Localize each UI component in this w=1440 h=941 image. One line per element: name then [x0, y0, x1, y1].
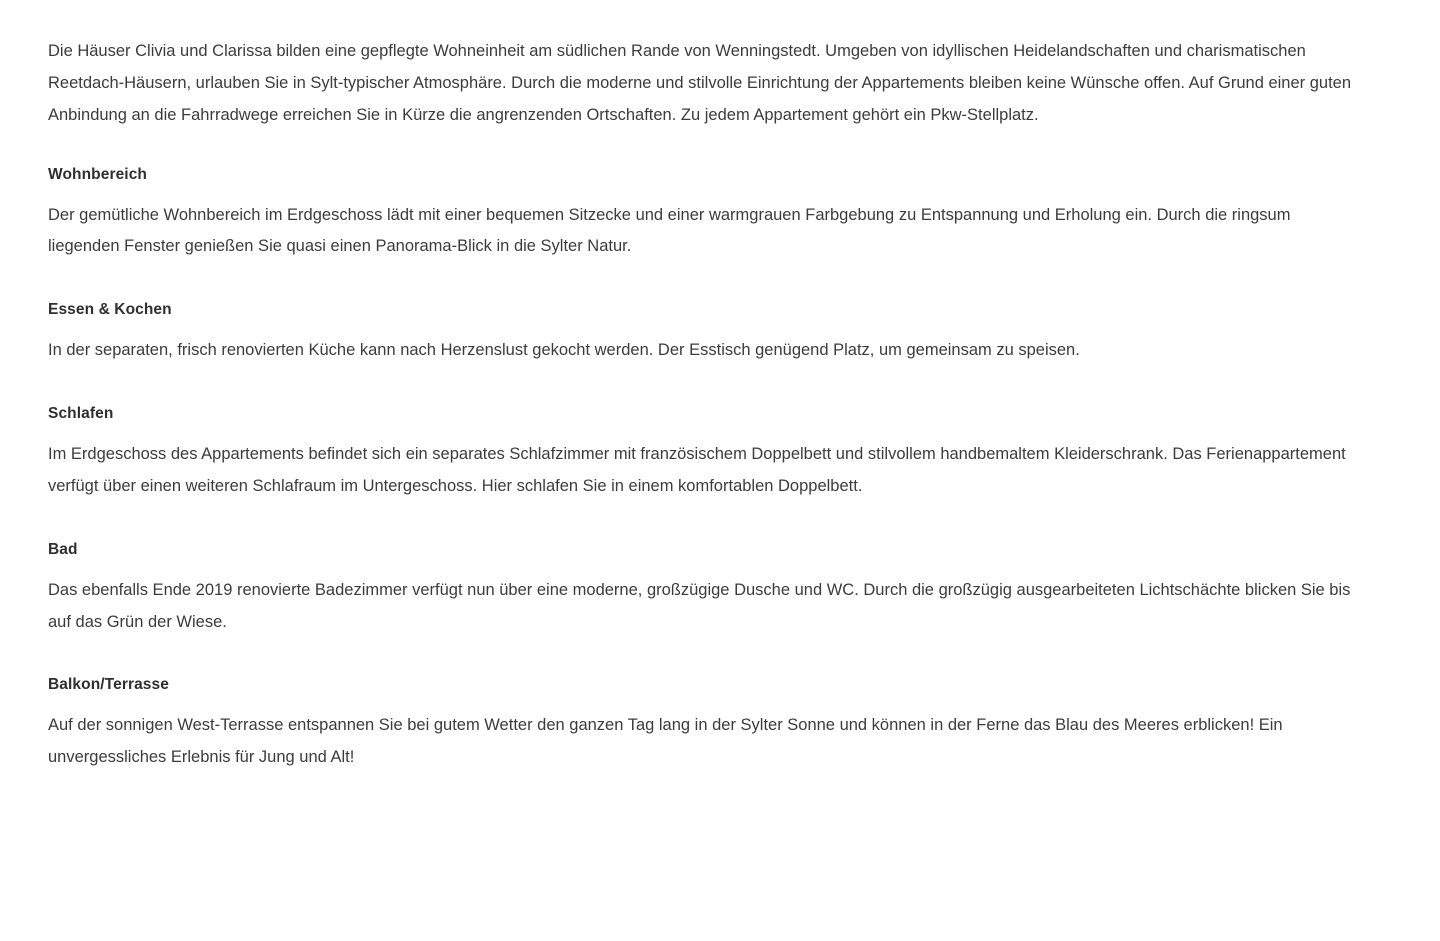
section-body: Im Erdgeschoss des Appartements befindet sich ein separates Schlafzimmer mit französischem Doppelbett und stilvollem handbemaltem Kleiderschrank. Das Ferienappartement verfügt über einen weiteren Schlafraum im Untergeschoss. Hier schlafen Sie in einem komfortablen Doppelbett. — [48, 445, 1346, 495]
section-body: Auf der sonnigen West-Terrasse entspannen Sie bei gutem Wetter den ganzen Tag lang in der Sylter Sonne und können in der Ferne das Blau des Meeres erblicken! Ein unvergessliches Erlebnis für Jung und Alt! — [48, 716, 1283, 767]
section-essen-kochen — [48, 301, 1354, 367]
intro-paragraph: Die Häuser Clivia und Clarissa bilden eine gepflegte Wohneinheit am südlichen Rande von Wenningstedt. Umgeben von idyllischen Heidelandschaften und charismatischen Reetdach-Häusern, urlauben Sie in Sylt-typischer Atmosphäre. Durch die moderne und stilvolle Einrichtung der Appartements bleiben keine Wünsche offen. Auf Grund einer guten Anbindung an die Fahrradwege erreichen Sie in Kürze die angrenzenden Ortschaften. Zu jedem Appartement gehört ein Pkw-Stellplatz. — [48, 42, 1352, 124]
section-heading: Bad — [48, 540, 78, 558]
section-bad — [48, 541, 1354, 639]
section-balkon-terrasse — [48, 676, 1354, 774]
section-schlafen — [48, 405, 1354, 503]
section-body: Der gemütliche Wohnbereich im Erdgeschoss lädt mit einer bequemen Sitzecke und einer warmgrauen Farbgebung zu Entspannung und Erholung ein. Durch die ringsum liegenden Fenster genießen Sie quasi einen Panorama-Blick in die Sylter Natur. — [48, 205, 1291, 256]
section-heading: Schlafen — [48, 405, 114, 423]
section-heading: Wohnbereich — [48, 165, 147, 183]
section-wohnbereich — [48, 166, 1354, 264]
section-heading: Essen & Kochen — [48, 301, 172, 319]
section-body: In der separaten, frisch renovierten Küche kann nach Herzenslust gekocht werden. Der Esstisch genügend Platz, um gemeinsam zu speisen. — [48, 341, 1080, 360]
section-body: Das ebenfalls Ende 2019 renovierte Badezimmer verfügt nun über eine moderne, großzügige Dusche und WC. Durch die großzügig ausgearbeiteten Lichtschächte blicken Sie bis auf das Grün der Wiese. — [48, 580, 1351, 631]
section-heading: Balkon/Terrasse — [48, 676, 169, 694]
